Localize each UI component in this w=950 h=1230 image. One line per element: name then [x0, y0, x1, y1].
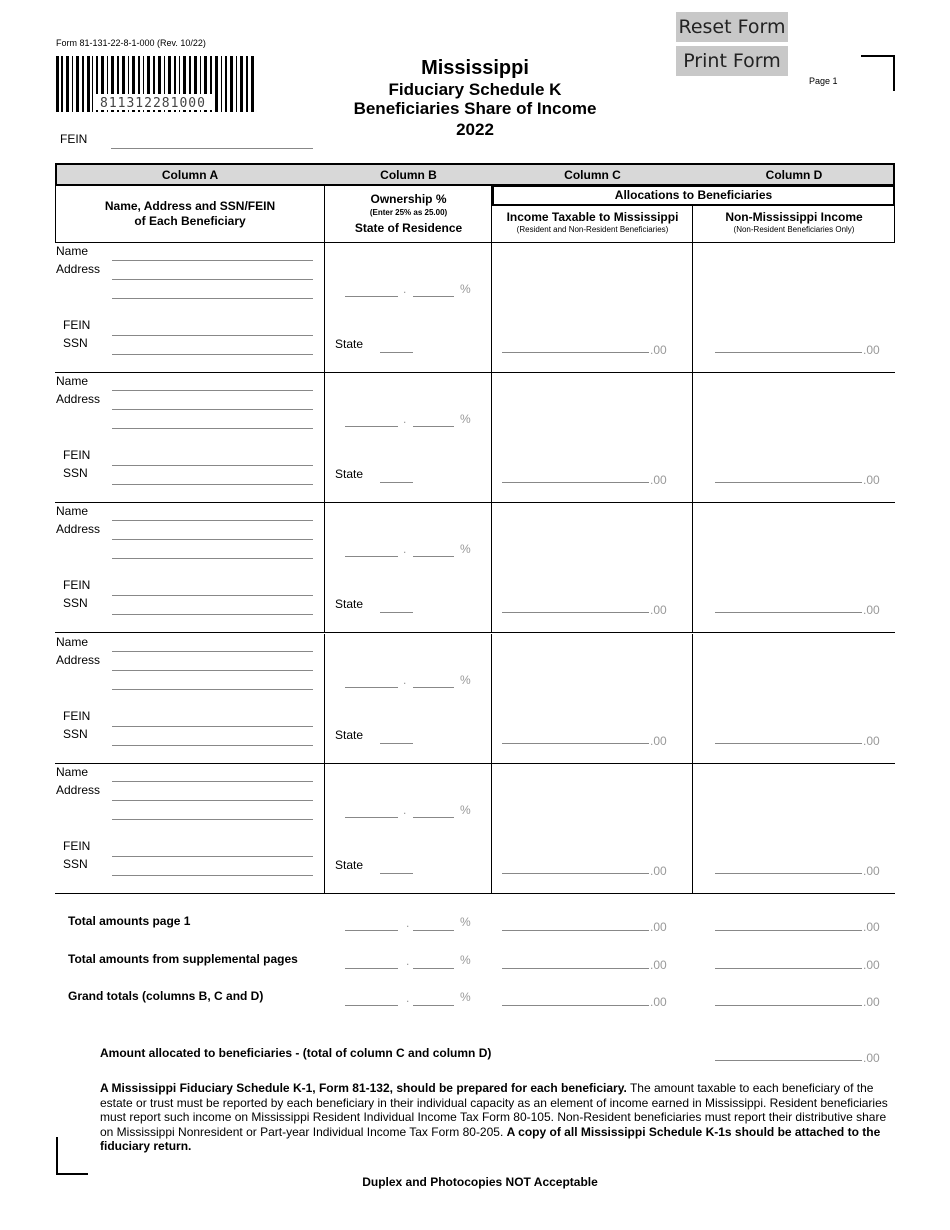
column-d-label: Column D: [765, 168, 823, 182]
corner-mark-bottom: [56, 1137, 88, 1175]
row-1-fein-label: FEIN: [63, 318, 91, 332]
row-4-divider-ab: [324, 634, 325, 764]
row-3-name-input[interactable]: [112, 520, 313, 521]
title-schedule: Fiduciary Schedule K: [388, 80, 562, 99]
row-4-state-label: State: [335, 728, 364, 742]
row-5-divider-cd: [692, 764, 693, 894]
row-3-ssn-label: SSN: [63, 596, 88, 610]
row-1-non-mississippi-income-cents: .00: [863, 343, 880, 357]
total-page1-mississippi-income-cents: .00: [650, 920, 667, 934]
print-form-button[interactable]: Print Form: [676, 46, 788, 76]
total-grand-ownership-percent: %: [460, 990, 471, 1004]
row-3-state-label: State: [335, 597, 364, 611]
instructions-paragraph: [100, 1081, 890, 1154]
total-page1-ownership-dot: .: [406, 916, 410, 930]
column-a-heading-1: Name, Address and SSN/FEIN: [104, 199, 276, 213]
row-4-mississippi-income-cents: .00: [650, 734, 667, 748]
row-1-address-input-1[interactable]: [112, 279, 313, 280]
page-number: Page 1: [809, 76, 838, 86]
row-5-name-input[interactable]: [112, 781, 313, 782]
row-4-address-input-2[interactable]: [112, 689, 313, 690]
row-2-ownership-whole-input[interactable]: [345, 426, 398, 427]
row-3-non-mississippi-income-cents: .00: [863, 603, 880, 617]
total-supplemental-label: Total amounts from supplemental pages: [68, 952, 298, 966]
row-2-ssn-input[interactable]: [112, 484, 313, 485]
row-5-bottom-rule: [55, 893, 895, 894]
instructions-bold-2: A copy of all Mississippi Schedule K-1s should be attached to the fiduciary return.: [100, 1124, 881, 1153]
row-4-bottom-rule: [55, 763, 895, 764]
row-5-divider-ab: [324, 764, 325, 894]
row-1-mississippi-income-input[interactable]: [502, 352, 649, 353]
row-2-address-input-1[interactable]: [112, 409, 313, 410]
row-3-name-label: Name: [56, 504, 89, 518]
row-2-non-mississippi-income-cents: .00: [863, 473, 880, 487]
total-grand-non-mississippi-income-input[interactable]: [715, 1005, 862, 1006]
total-supplemental-mississippi-income-input[interactable]: [502, 968, 649, 969]
row-1-divider-ab: [324, 243, 325, 373]
row-1-ssn-label: SSN: [63, 336, 88, 350]
row-5-mississippi-income-input[interactable]: [502, 873, 649, 874]
row-5-non-mississippi-income-input[interactable]: [715, 873, 862, 874]
row-5-mississippi-income-cents: .00: [650, 864, 667, 878]
row-4-address-label: Address: [56, 653, 101, 667]
fein-label: FEIN: [60, 132, 88, 146]
column-d-heading-1: Non-Mississippi Income: [725, 210, 863, 224]
total-supplemental-ownership-percent: %: [460, 953, 471, 967]
total-supplemental-ownership-whole-input[interactable]: [345, 968, 398, 969]
reset-form-button[interactable]: Reset Form: [676, 12, 788, 42]
row-1-ssn-input[interactable]: [112, 354, 313, 355]
total-supplemental-non-mississippi-income-cents: .00: [863, 958, 880, 972]
barcode-number: 811312281000: [100, 96, 206, 111]
fein-input[interactable]: [111, 148, 313, 149]
row-4-name-input[interactable]: [112, 651, 313, 652]
row-3-divider-bc: [491, 503, 492, 633]
title-subtitle: Beneficiaries Share of Income: [353, 99, 597, 118]
row-4-divider-bc: [491, 634, 492, 764]
total-grand-label: Grand totals (columns B, C and D): [68, 989, 264, 1003]
row-2-bottom-rule: [55, 502, 895, 503]
row-2-divider-bc: [491, 373, 492, 503]
row-2-state-input[interactable]: [380, 482, 413, 483]
header-bottom-rule: [55, 242, 895, 243]
row-2-address-input-2[interactable]: [112, 428, 313, 429]
column-b-label: Column B: [380, 168, 437, 182]
row-5-divider-bc: [491, 764, 492, 894]
footer-notice: Duplex and Photocopies NOT Acceptable: [362, 1175, 598, 1189]
row-2-name-label: Name: [56, 374, 89, 388]
row-1-fein-input[interactable]: [112, 335, 313, 336]
total-page1-ownership-whole-input[interactable]: [345, 930, 398, 931]
row-1-ownership-dot: .: [403, 282, 407, 296]
row-2-divider-cd: [692, 373, 693, 503]
row-3-ownership-dot: .: [403, 542, 407, 556]
row-2-fein-input[interactable]: [112, 465, 313, 466]
row-1-ownership-percent: %: [460, 282, 471, 296]
row-4-state-input[interactable]: [380, 743, 413, 744]
total-page1-mississippi-income-input[interactable]: [502, 930, 649, 931]
row-1-mississippi-income-cents: .00: [650, 343, 667, 357]
column-c-heading-2: (Resident and Non-Resident Beneficiaries): [516, 225, 669, 234]
row-3-address-label: Address: [56, 522, 101, 536]
row-5-name-label: Name: [56, 765, 89, 779]
allocated-cents: .00: [863, 1051, 880, 1065]
column-c-heading-1: Income Taxable to Mississippi: [506, 210, 679, 224]
row-1-address-label: Address: [56, 262, 101, 276]
row-4-ssn-label: SSN: [63, 727, 88, 741]
row-2-ownership-dot: .: [403, 412, 407, 426]
column-b-heading-1: Ownership %: [370, 192, 447, 206]
row-2-mississippi-income-input[interactable]: [502, 482, 649, 483]
total-grand-mississippi-income-cents: .00: [650, 995, 667, 1009]
row-4-ownership-percent: %: [460, 673, 471, 687]
row-3-fein-input[interactable]: [112, 595, 313, 596]
row-5-non-mississippi-income-cents: .00: [863, 864, 880, 878]
total-page1-non-mississippi-income-input[interactable]: [715, 930, 862, 931]
row-2-ssn-label: SSN: [63, 466, 88, 480]
allocated-label: Amount allocated to beneficiaries - (total of column C and column D): [100, 1046, 492, 1060]
total-grand-non-mississippi-income-cents: .00: [863, 995, 880, 1009]
row-5-ownership-percent: %: [460, 803, 471, 817]
row-2-state-label: State: [335, 467, 364, 481]
row-2-non-mississippi-income-input[interactable]: [715, 482, 862, 483]
total-page1-label: Total amounts page 1: [68, 914, 191, 928]
allocated-amount-input[interactable]: [715, 1060, 862, 1061]
row-1-divider-cd: [692, 243, 693, 373]
row-1-non-mississippi-income-input[interactable]: [715, 352, 862, 353]
row-1-divider-bc: [491, 243, 492, 373]
row-5-address-input-1[interactable]: [112, 800, 313, 801]
row-1-state-input[interactable]: [380, 352, 413, 353]
row-2-address-label: Address: [56, 392, 101, 406]
row-2-mississippi-income-cents: .00: [650, 473, 667, 487]
corner-mark-top: [861, 55, 895, 91]
row-3-divider-cd: [692, 503, 693, 633]
row-1-name-label: Name: [56, 244, 89, 258]
instructions-bold-1: A Mississippi Fiduciary Schedule K-1, Form 81-132, should be prepared for each beneficiary.: [100, 1081, 627, 1095]
total-supplemental-non-mississippi-income-input[interactable]: [715, 968, 862, 969]
total-page1-ownership-decimal-input[interactable]: [413, 930, 454, 931]
row-4-ssn-input[interactable]: [112, 745, 313, 746]
row-1-name-input[interactable]: [112, 260, 313, 261]
row-5-state-input[interactable]: [380, 873, 413, 874]
row-3-non-mississippi-income-input[interactable]: [715, 612, 862, 613]
row-4-address-input-1[interactable]: [112, 670, 313, 671]
row-4-non-mississippi-income-input[interactable]: [715, 743, 862, 744]
row-3-bottom-rule: [55, 632, 895, 633]
column-d-heading-2: (Non-Resident Beneficiaries Only): [733, 225, 855, 234]
instructions-text: The amount taxable to each beneficiary of the estate or trust must be reported by each beneficiary in their individual capacity as an element of income earned in Mississippi. Resident beneficiaries must report such income on Mississippi Resident Individual Income Tax Form 80-105. Non-Resident beneficiaries must report their distributive share on Mississippi Nonresident or Part-year Individual Income Tax Form 80-205.: [100, 1081, 888, 1139]
row-1-ownership-whole-input[interactable]: [345, 296, 398, 297]
row-3-state-input[interactable]: [380, 612, 413, 613]
row-3-ssn-input[interactable]: [112, 614, 313, 615]
row-4-ownership-decimal-input[interactable]: [413, 687, 454, 688]
total-supplemental-ownership-dot: .: [406, 954, 410, 968]
row-3-divider-ab: [324, 503, 325, 633]
row-4-non-mississippi-income-cents: .00: [863, 734, 880, 748]
total-supplemental-ownership-decimal-input[interactable]: [413, 968, 454, 969]
row-5-ssn-label: SSN: [63, 857, 88, 871]
row-2-ownership-percent: %: [460, 412, 471, 426]
row-3-mississippi-income-input[interactable]: [502, 612, 649, 613]
form-id: Form 81-131-22-8-1-000 (Rev. 10/22): [56, 38, 206, 48]
column-b-heading-2: (Enter 25% as 25.00): [369, 208, 448, 217]
row-1-ownership-decimal-input[interactable]: [413, 296, 454, 297]
row-3-address-input-1[interactable]: [112, 539, 313, 540]
title-state: Mississippi: [421, 57, 529, 79]
row-3-address-input-2[interactable]: [112, 558, 313, 559]
row-4-divider-cd: [692, 634, 693, 764]
row-5-fein-input[interactable]: [112, 856, 313, 857]
row-4-mississippi-income-input[interactable]: [502, 743, 649, 744]
allocations-heading: Allocations to Beneficiaries: [614, 188, 773, 202]
row-3-ownership-percent: %: [460, 542, 471, 556]
row-3-mississippi-income-cents: .00: [650, 603, 667, 617]
row-5-fein-label: FEIN: [63, 839, 91, 853]
title-year: 2022: [456, 120, 494, 139]
total-supplemental-mississippi-income-cents: .00: [650, 958, 667, 972]
row-5-ownership-dot: .: [403, 803, 407, 817]
row-2-ownership-decimal-input[interactable]: [413, 426, 454, 427]
row-1-address-input-2[interactable]: [112, 298, 313, 299]
column-a-heading-2: of Each Beneficiary: [134, 214, 246, 228]
row-5-ssn-input[interactable]: [112, 875, 313, 876]
row-4-fein-label: FEIN: [63, 709, 91, 723]
row-1-bottom-rule: [55, 372, 895, 373]
row-4-ownership-whole-input[interactable]: [345, 687, 398, 688]
row-2-fein-label: FEIN: [63, 448, 91, 462]
row-5-address-label: Address: [56, 783, 101, 797]
row-3-fein-label: FEIN: [63, 578, 91, 592]
row-5-address-input-2[interactable]: [112, 819, 313, 820]
total-grand-ownership-dot: .: [406, 991, 410, 1005]
row-2-name-input[interactable]: [112, 390, 313, 391]
column-a-label: Column A: [161, 168, 219, 182]
row-2-divider-ab: [324, 373, 325, 503]
total-grand-ownership-whole-input[interactable]: [345, 1005, 398, 1006]
row-4-ownership-dot: .: [403, 673, 407, 687]
total-grand-mississippi-income-input[interactable]: [502, 1005, 649, 1006]
total-page1-non-mississippi-income-cents: .00: [863, 920, 880, 934]
row-4-fein-input[interactable]: [112, 726, 313, 727]
column-c-label: Column C: [564, 168, 621, 182]
column-b-heading-3: State of Residence: [354, 221, 463, 235]
row-3-ownership-decimal-input[interactable]: [413, 556, 454, 557]
total-grand-ownership-decimal-input[interactable]: [413, 1005, 454, 1006]
row-5-ownership-decimal-input[interactable]: [413, 817, 454, 818]
row-5-state-label: State: [335, 858, 364, 872]
total-page1-ownership-percent: %: [460, 915, 471, 929]
row-1-state-label: State: [335, 337, 364, 351]
row-4-name-label: Name: [56, 635, 89, 649]
row-3-ownership-whole-input[interactable]: [345, 556, 398, 557]
row-5-ownership-whole-input[interactable]: [345, 817, 398, 818]
